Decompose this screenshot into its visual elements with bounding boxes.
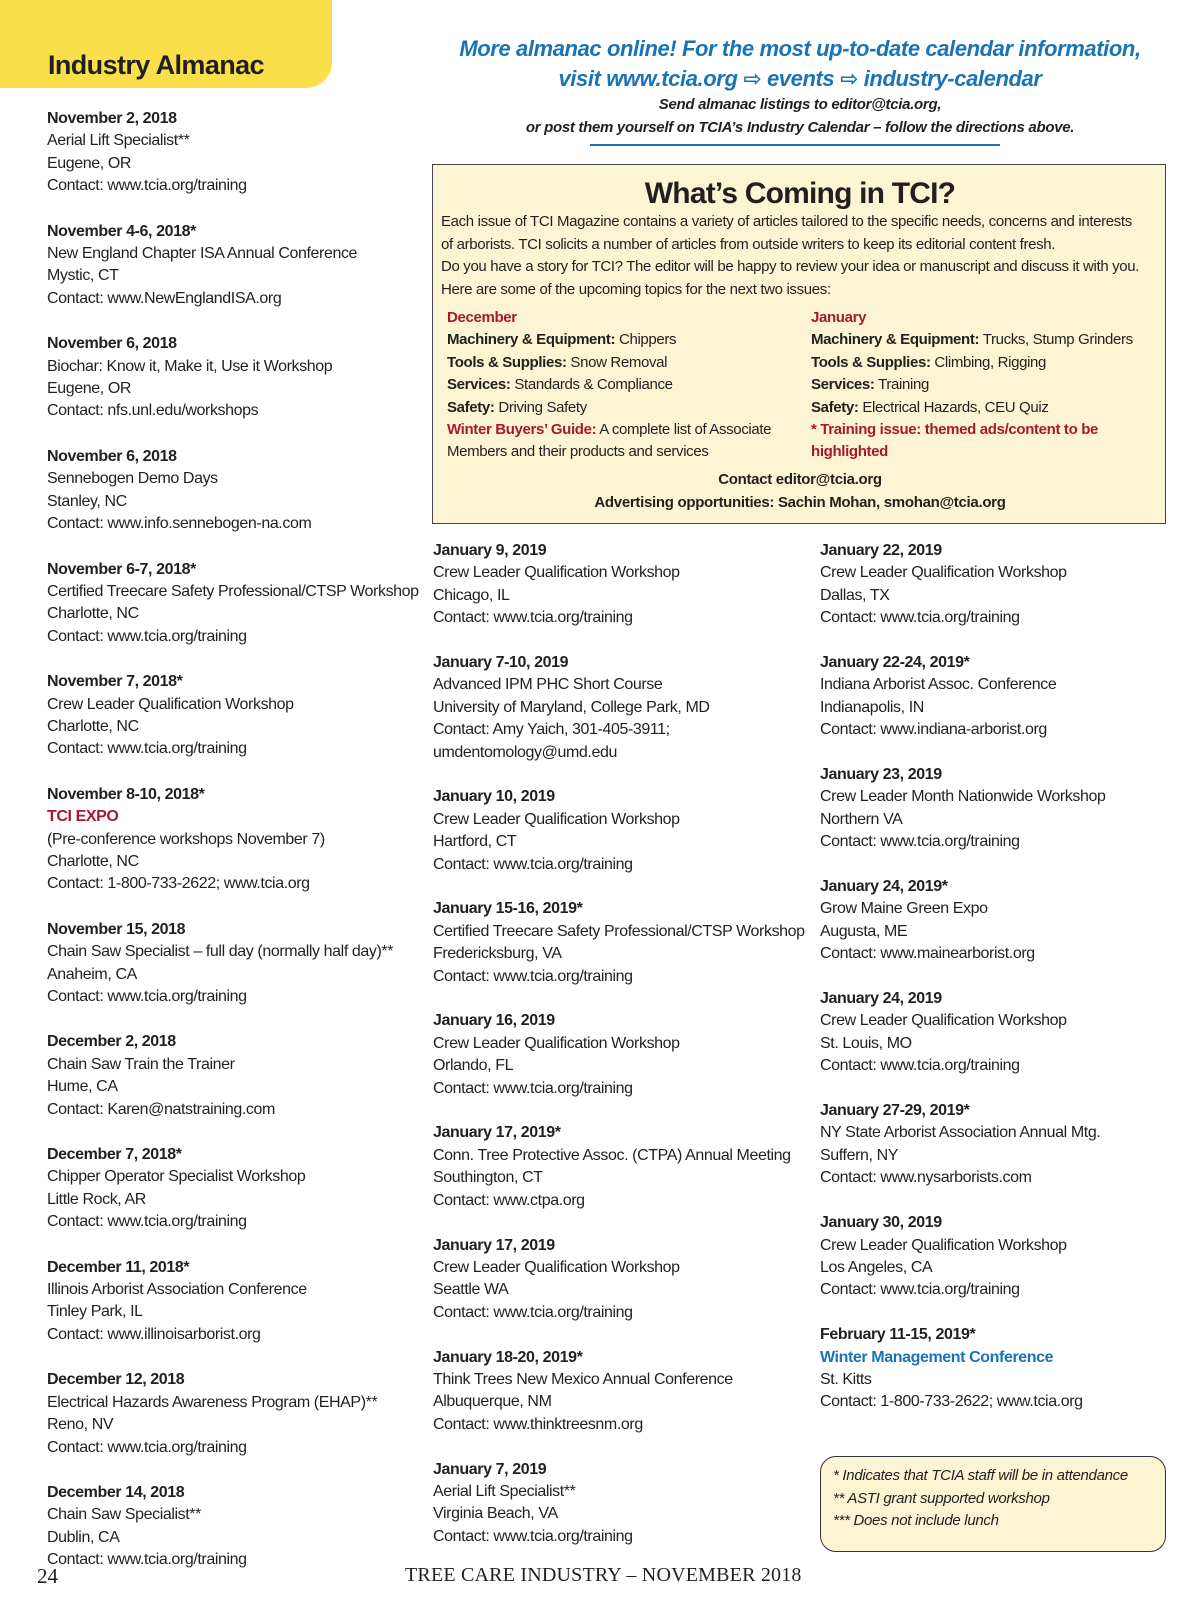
event-line: Biochar: Know it, Make it, Use it Workshop [47,357,333,375]
event-date: January 16, 2019 [433,1012,555,1030]
event-date: December 11, 2018* [47,1258,190,1276]
event-date: November 6, 2018 [47,447,177,465]
event-line: Virginia Beach, VA [433,1505,558,1523]
event-line: Orlando, FL [433,1057,514,1075]
january-heading: January [811,309,867,326]
event-contact[interactable]: Contact: www.mainearborist.org [820,945,1035,963]
event-entry [433,540,813,630]
whats-coming-intro [441,211,1161,301]
event-date: January 22-24, 2019* [820,654,970,672]
event-contact[interactable]: Contact: www.tcia.org/training [820,1281,1020,1299]
event-entry [47,784,427,896]
event-line: Certified Treecare Safety Professional/CTSP Workshop [433,922,805,940]
legend-item: *** Does not include lunch [833,1512,999,1529]
event-date: January 24, 2019 [820,990,942,1008]
event-line: Charlotte, NC [47,717,139,735]
event-entry [433,652,813,764]
event-entry [47,919,427,1009]
event-contact[interactable]: Contact: www.thinktreesnm.org [433,1415,643,1433]
whats-coming-title: What’s Coming in TCI? [644,177,956,210]
event-line: Think Trees New Mexico Annual Conference [433,1370,733,1388]
event-entry [820,876,1200,966]
event-entry [820,764,1200,854]
event-entry [820,540,1200,630]
event-entry [47,333,427,423]
event-line: Anaheim, CA [47,965,137,983]
december-topics [447,307,797,464]
event-line: Crew Leader Qualification Workshop [820,1236,1067,1254]
training-issue-note: * Training issue: themed ads/content to be highlighted [811,421,1099,461]
event-contact[interactable]: Contact: www.ctpa.org [433,1191,585,1209]
event-contact[interactable]: Contact: www.tcia.org/training [47,177,247,195]
event-line: Hume, CA [47,1078,118,1096]
event-line: Los Angeles, CA [820,1258,933,1276]
event-contact[interactable]: Contact: 1-800-733-2622; www.tcia.org [820,1393,1083,1411]
event-contact[interactable]: Contact: www.tcia.org/training [820,1057,1020,1075]
event-date: January 30, 2019 [820,1214,942,1232]
event-line: Sennebogen Demo Days [47,470,218,488]
publication-footer: TREE CARE INDUSTRY – NOVEMBER 2018 [405,1564,802,1586]
event-contact[interactable]: Contact: www.tcia.org/training [433,1527,633,1545]
event-date: December 14, 2018 [47,1483,185,1501]
legend-box [820,1456,1166,1552]
event-line: Certified Treecare Safety Professional/CTSP Workshop [47,582,419,600]
event-contact[interactable]: Contact: www.tcia.org/training [433,1303,633,1321]
event-entry [47,108,427,198]
promo-line-1: More almanac online! For the most up-to-date calendar information, [459,36,1141,61]
event-contact[interactable]: Contact: Amy Yaich, 301-405-3911; [433,721,670,739]
event-date: December 2, 2018 [47,1033,176,1051]
topic-row: Safety: Electrical Hazards, CEU Quiz [811,398,1049,416]
page-number: 24 [37,1564,58,1588]
event-line: St. Kitts [820,1370,872,1388]
event-line: Dublin, CA [47,1528,120,1546]
topic-row: Services: Standards & Compliance [447,376,673,394]
event-line: Chain Saw Specialist – full day (normally half day)** [47,943,394,961]
section-tab [0,0,332,88]
event-entry [47,221,427,311]
event-line: New England Chapter ISA Annual Conference [47,245,358,263]
whats-coming-box [432,164,1166,524]
event-line: Conn. Tree Protective Assoc. (CTPA) Annual Meeting [433,1146,791,1164]
topic-row: Safety: Driving Safety [447,398,587,416]
event-line: Seattle WA [433,1281,509,1299]
event-line: St. Louis, MO [820,1034,912,1052]
topic-row: Machinery & Equipment: Trucks, Stump Grinders [811,331,1133,349]
event-entry [47,1482,427,1572]
intro-line: Here are some of the upcoming topics for the next two issues: [441,280,831,298]
event-date: January 17, 2019* [433,1124,561,1142]
event-highlight: Winter Management Conference [820,1348,1054,1366]
event-highlight: TCI EXPO [47,808,119,826]
events-column-2 [433,540,813,1571]
promo-line-4: or post them yourself on TCIA’s Industry Calendar – follow the directions above. [525,119,1075,136]
event-date: January 27-29, 2019* [820,1102,970,1120]
event-entry [433,1347,813,1437]
contact-editor[interactable]: Contact editor@tcia.org [718,471,882,488]
event-date: November 15, 2018 [47,920,186,938]
event-line: (Pre-conference workshops November 7) [47,830,325,848]
event-date: December 7, 2018* [47,1146,182,1164]
event-line: Dallas, TX [820,586,890,604]
event-line: Chain Saw Train the Trainer [47,1055,235,1073]
event-entry [820,652,1200,742]
event-date: January 18-20, 2019* [433,1348,583,1366]
promo-line-2[interactable]: visit www.tcia.org ⇨ events ⇨ industry-calendar [558,66,1042,91]
event-date: December 12, 2018 [47,1371,185,1389]
event-entry [820,1100,1200,1190]
event-line: Hartford, CT [433,833,517,851]
event-date: January 17, 2019 [433,1236,555,1254]
topic-row: Services: Training [811,376,929,394]
event-contact[interactable]: Contact: www.tcia.org/training [433,855,633,873]
event-date: November 4-6, 2018* [47,222,196,240]
event-contact[interactable]: Contact: www.tcia.org/training [47,1551,247,1569]
event-entry [820,1324,1200,1414]
event-date: November 6-7, 2018* [47,560,196,578]
event-line: Chain Saw Specialist** [47,1506,201,1524]
event-entry [47,1257,427,1347]
event-line: Chicago, IL [433,586,510,604]
event-line: Crew Leader Qualification Workshop [433,810,680,828]
topic-row: Machinery & Equipment: Chippers [447,331,677,349]
event-contact[interactable]: Contact: www.tcia.org/training [47,1213,247,1231]
event-line: Augusta, ME [820,922,908,940]
event-entry [433,1235,813,1325]
event-contact[interactable]: umdentomology@umd.edu [433,743,617,761]
event-line: Charlotte, NC [47,852,139,870]
event-line: Reno, NV [47,1416,114,1434]
event-line: Advanced IPM PHC Short Course [433,676,663,694]
event-date: November 8-10, 2018* [47,785,205,803]
event-line: Illinois Arborist Association Conference [47,1281,307,1299]
event-line: Tinley Park, IL [47,1303,143,1321]
event-entry [47,1369,427,1459]
event-entry [47,1031,427,1121]
event-contact[interactable]: Contact: www.tcia.org/training [47,740,247,758]
legend-item: * Indicates that TCIA staff will be in attendance [833,1467,1128,1484]
event-entry [47,559,427,649]
event-entry [820,988,1200,1078]
event-entry [433,786,813,876]
event-contact[interactable]: Contact: 1-800-733-2622; www.tcia.org [47,875,310,893]
event-line: University of Maryland, College Park, MD [433,698,710,716]
event-contact[interactable]: Contact: www.tcia.org/training [820,833,1020,851]
event-line: Fredericksburg, VA [433,945,562,963]
event-entry [433,1010,813,1100]
event-line: Albuquerque, NM [433,1393,552,1411]
event-line: NY State Arborist Association Annual Mtg. [820,1124,1101,1142]
events-column-1 [47,108,427,1595]
event-entry [47,1144,427,1234]
event-date: January 10, 2019 [433,788,555,806]
intro-line: Each issue of TCI Magazine contains a variety of articles tailored to the specific needs, concerns and interests [441,213,1132,230]
event-contact[interactable]: Contact: www.NewEnglandISA.org [47,289,282,307]
event-line: Eugene, OR [47,380,132,398]
event-date: January 9, 2019 [433,542,547,559]
event-line: Suffern, NY [820,1146,899,1164]
buyers-guide-row-2: Members and their products and services [447,443,709,461]
event-line: Crew Leader Qualification Workshop [433,564,680,582]
event-date: November 7, 2018* [47,673,183,691]
event-line: Aerial Lift Specialist** [47,132,190,150]
event-line: Little Rock, AR [47,1190,146,1208]
event-date: January 15-16, 2019* [433,900,583,918]
event-contact[interactable]: Contact: www.tcia.org/training [47,627,247,645]
event-date: November 6, 2018 [47,335,177,353]
event-line: Mystic, CT [47,267,119,285]
event-contact[interactable]: Contact: www.tcia.org/training [820,609,1020,627]
event-date: November 2, 2018 [47,110,177,127]
intro-line: of arborists. TCI solicits a number of articles from outside writers to keep its editorial content fresh. [441,235,1056,253]
event-entry [433,1122,813,1212]
event-line: Crew Leader Qualification Workshop [47,695,294,713]
event-date: January 7, 2019 [433,1460,547,1478]
event-line: Aerial Lift Specialist** [433,1482,576,1500]
legend-item: ** ASTI grant supported workshop [833,1489,1050,1507]
event-line: Indiana Arborist Assoc. Conference [820,676,1057,694]
event-entry [820,1212,1200,1302]
intro-line: Do you have a story for TCI? The editor will be happy to review your idea or manuscript and discuss it with you. [441,258,1140,275]
event-line: Crew Leader Qualification Workshop [820,564,1067,582]
event-line: Crew Leader Qualification Workshop [433,1034,680,1052]
event-contact[interactable]: Contact: www.tcia.org/training [433,967,633,985]
event-contact[interactable]: Contact: www.nysarborists.com [820,1169,1032,1187]
event-date: February 11-15, 2019* [820,1326,976,1344]
event-line: Stanley, NC [47,492,127,510]
event-line: Northern VA [820,810,903,828]
event-entry [433,898,813,988]
event-line: Charlotte, NC [47,605,139,623]
event-line: Crew Leader Qualification Workshop [433,1258,680,1276]
event-line: Electrical Hazards Awareness Program (EHAP)** [47,1393,378,1411]
event-contact[interactable]: Contact: www.indiana-arborist.org [820,721,1047,739]
events-column-3 [820,540,1200,1436]
event-date: January 24, 2019* [820,878,948,896]
buyers-guide-row: Winter Buyers’ Guide: A complete list of Associate [447,421,772,439]
advertising-contact[interactable]: Advertising opportunities: Sachin Mohan, smohan@tcia.org [594,494,1006,511]
event-entry [47,671,427,761]
event-contact[interactable]: Contact: Karen@natstraining.com [47,1100,275,1118]
event-date: January 23, 2019 [820,766,942,784]
event-line: Grow Maine Green Expo [820,900,988,918]
event-contact[interactable]: Contact: www.illinoisarborist.org [47,1325,261,1343]
event-contact[interactable]: Contact: www.tcia.org/training [47,988,247,1005]
event-contact[interactable]: Contact: www.tcia.org/training [433,609,633,627]
event-line: Indianapolis, IN [820,698,924,716]
event-entry [47,446,427,536]
topic-row: Tools & Supplies: Snow Removal [447,353,668,371]
event-date: January 7-10, 2019 [433,654,569,672]
event-line: Eugene, OR [47,154,132,172]
section-title: Industry Almanac [48,50,264,80]
event-line: Crew Leader Month Nationwide Workshop [820,788,1106,806]
event-line: Crew Leader Qualification Workshop [820,1012,1067,1030]
event-contact[interactable]: Contact: www.tcia.org/training [433,1079,633,1097]
december-heading: December [447,309,517,326]
january-topics [811,307,1161,464]
event-line: Chipper Operator Specialist Workshop [47,1168,306,1186]
topic-row: Tools & Supplies: Climbing, Rigging [811,353,1047,371]
event-line: Southington, CT [433,1169,543,1187]
event-contact[interactable]: Contact: nfs.unl.edu/workshops [47,402,259,420]
event-entry [433,1459,813,1549]
event-contact[interactable]: Contact: www.tcia.org/training [47,1438,247,1456]
event-contact[interactable]: Contact: www.info.sennebogen-na.com [47,515,312,533]
promo-rule [590,144,1000,146]
promo-line-3: Send almanac listings to editor@tcia.org, [658,96,942,113]
event-date: January 22, 2019 [820,542,942,559]
